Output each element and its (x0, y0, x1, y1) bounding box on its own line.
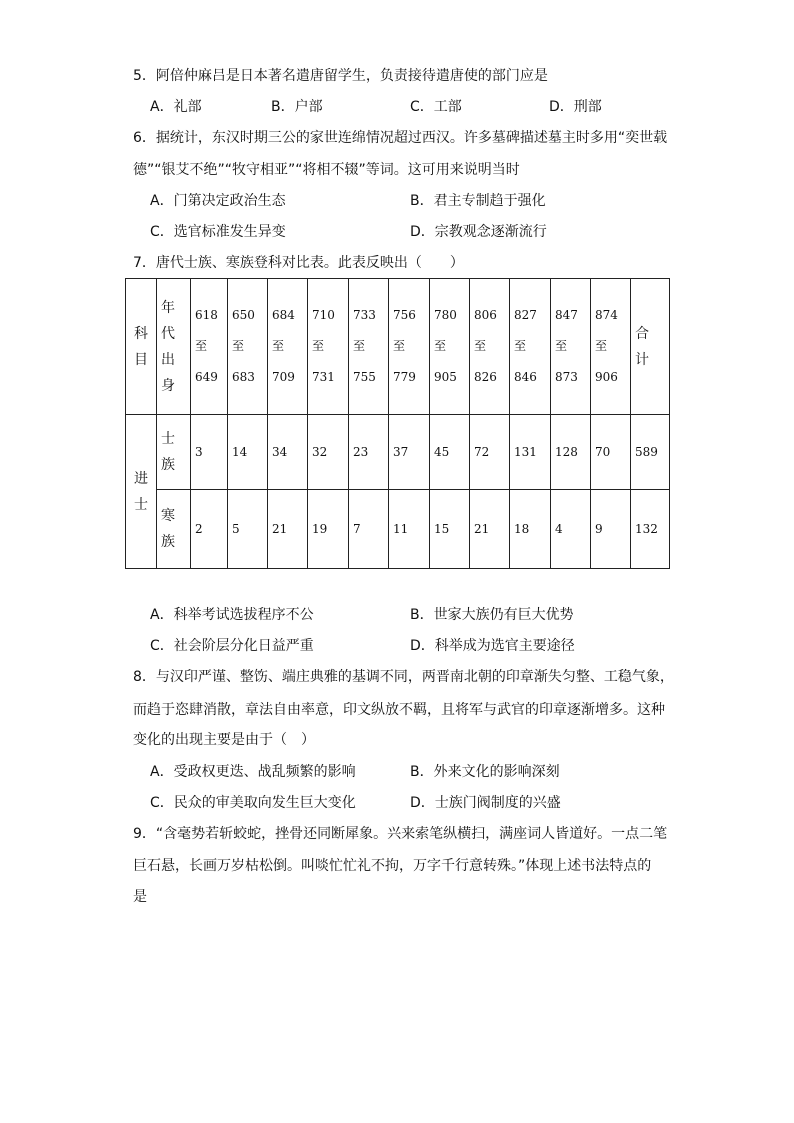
period-label: 710 至 731 (312, 308, 335, 384)
q5-option-c: C．工部 (410, 99, 462, 115)
period-label: 618 至 649 (195, 308, 218, 384)
value-cell: 9 (591, 490, 631, 569)
value-cell: 7 (349, 490, 389, 569)
period-label: 806 至 826 (474, 308, 497, 384)
q9-stem-line-3: 是 (133, 889, 147, 905)
origin-label: 寒 族 (161, 508, 175, 550)
q6-option-a: A．门第决定政治生态 (150, 193, 286, 209)
q8-stem-line-1: 8．与汉印严谨、整饬、端庄典雅的基调不同，两晋南北朝的印章渐失匀整、工稳气象， (133, 669, 674, 685)
q8-option-a: A．受政权更迭、战乱频繁的影响 (150, 764, 356, 780)
period-label: 780 至 905 (434, 308, 457, 384)
q8-stem-line-3: 变化的出现主要是由于（ ） (133, 732, 315, 748)
q6-option-c: C．选官标准发生异变 (150, 224, 286, 240)
exam-comparison-table (125, 278, 670, 569)
era-header-cell (157, 279, 191, 415)
q7-option-a: A．科举考试选拔程序不公 (150, 607, 314, 623)
value-cell: 5 (228, 490, 268, 569)
period-label: 847 至 873 (555, 308, 578, 384)
q6-option-b: B．君主专制趋于强化 (410, 193, 546, 209)
period-cell (470, 279, 510, 415)
total-cell: 132 (631, 490, 670, 569)
value-cell: 21 (470, 490, 510, 569)
value-cell: 11 (389, 490, 430, 569)
value-cell: 131 (510, 415, 551, 490)
period-label: 733 至 755 (353, 308, 376, 384)
subject-header: 科 目 (134, 325, 148, 368)
period-label: 650 至 683 (232, 308, 255, 384)
q8-option-d: D．士族门阀制度的兴盛 (410, 795, 561, 811)
value-cell: 37 (389, 415, 430, 490)
period-cell (268, 279, 308, 415)
period-cell (228, 279, 268, 415)
value-cell: 72 (470, 415, 510, 490)
period-label: 874 至 906 (595, 308, 618, 384)
value-cell: 128 (551, 415, 591, 490)
q6-option-d: D．宗教观念逐渐流行 (410, 224, 547, 240)
period-cell (551, 279, 591, 415)
q5-option-b: B．户部 (271, 99, 323, 115)
period-label: 756 至 779 (393, 308, 416, 384)
period-cell (308, 279, 349, 415)
value-cell: 15 (430, 490, 470, 569)
value-cell: 45 (430, 415, 470, 490)
period-cell (430, 279, 470, 415)
period-label: 827 至 846 (514, 308, 537, 384)
q7-option-c: C．社会阶层分化日益严重 (150, 638, 314, 654)
subject-name: 进 士 (134, 470, 148, 513)
q5-stem: 5．阿倍仲麻吕是日本著名遣唐留学生，负责接待遣唐使的部门应是 (133, 68, 548, 84)
table-header-row (126, 279, 670, 415)
period-cell (389, 279, 430, 415)
value-cell: 34 (268, 415, 308, 490)
total-cell: 589 (631, 415, 670, 490)
value-cell: 2 (191, 490, 228, 569)
value-cell: 14 (228, 415, 268, 490)
q8-option-c: C．民众的审美取向发生巨大变化 (150, 795, 356, 811)
q5-option-d: D．刑部 (549, 99, 602, 115)
value-cell: 4 (551, 490, 591, 569)
origin-label: 士 族 (161, 431, 175, 473)
q7-option-b: B．世家大族仍有巨大优势 (410, 607, 574, 623)
q8-option-b: B．外来文化的影响深刻 (410, 764, 560, 780)
value-cell: 18 (510, 490, 551, 569)
period-cell (191, 279, 228, 415)
q6-stem-line-2: 德”“银艾不绝”“牧守相亚”“将相不辍”等词。这可用来说明当时 (133, 162, 520, 178)
value-cell: 32 (308, 415, 349, 490)
period-cell (591, 279, 631, 415)
era-header: 年 代 出 身 (161, 299, 175, 394)
q7-option-d: D．科举成为选官主要途径 (410, 638, 575, 654)
value-cell: 23 (349, 415, 389, 490)
q9-stem-line-2: 巨石悬，长画万岁枯松倒。叫啖忙忙礼不拘，万字千行意转殊。”体现上述书法特点的 (133, 858, 652, 874)
period-label: 684 至 709 (272, 308, 295, 384)
table-row-hanzu (126, 490, 670, 569)
q8-stem-line-2: 而趋于恣肆消散，章法自由率意，印文纵放不羁，且将军与武官的印章逐渐增多。这种 (133, 702, 665, 718)
total-header-cell (631, 279, 670, 415)
q6-stem-line-1: 6．据统计，东汉时期三公的家世连绵情况超过西汉。许多墓碑描述墓主时多用“奕世载 (133, 130, 668, 146)
value-cell: 3 (191, 415, 228, 490)
value-cell: 70 (591, 415, 631, 490)
q7-stem: 7．唐代士族、寒族登科对比表。此表反映出（ ） (133, 255, 464, 271)
origin-cell (157, 490, 191, 569)
total-header: 合 计 (635, 325, 649, 368)
q5-option-a: A．礼部 (150, 99, 202, 115)
q9-stem-line-1: 9．“含毫势若斩蛟蛇，挫骨还同断犀象。兴来索笔纵横扫，满座词人皆道好。一点二笔 (133, 826, 668, 842)
period-cell (349, 279, 389, 415)
table-row-shizu (126, 415, 670, 490)
subject-cell (126, 415, 157, 569)
subject-header-cell (126, 279, 157, 415)
origin-cell (157, 415, 191, 490)
value-cell: 19 (308, 490, 349, 569)
period-cell (510, 279, 551, 415)
value-cell: 21 (268, 490, 308, 569)
